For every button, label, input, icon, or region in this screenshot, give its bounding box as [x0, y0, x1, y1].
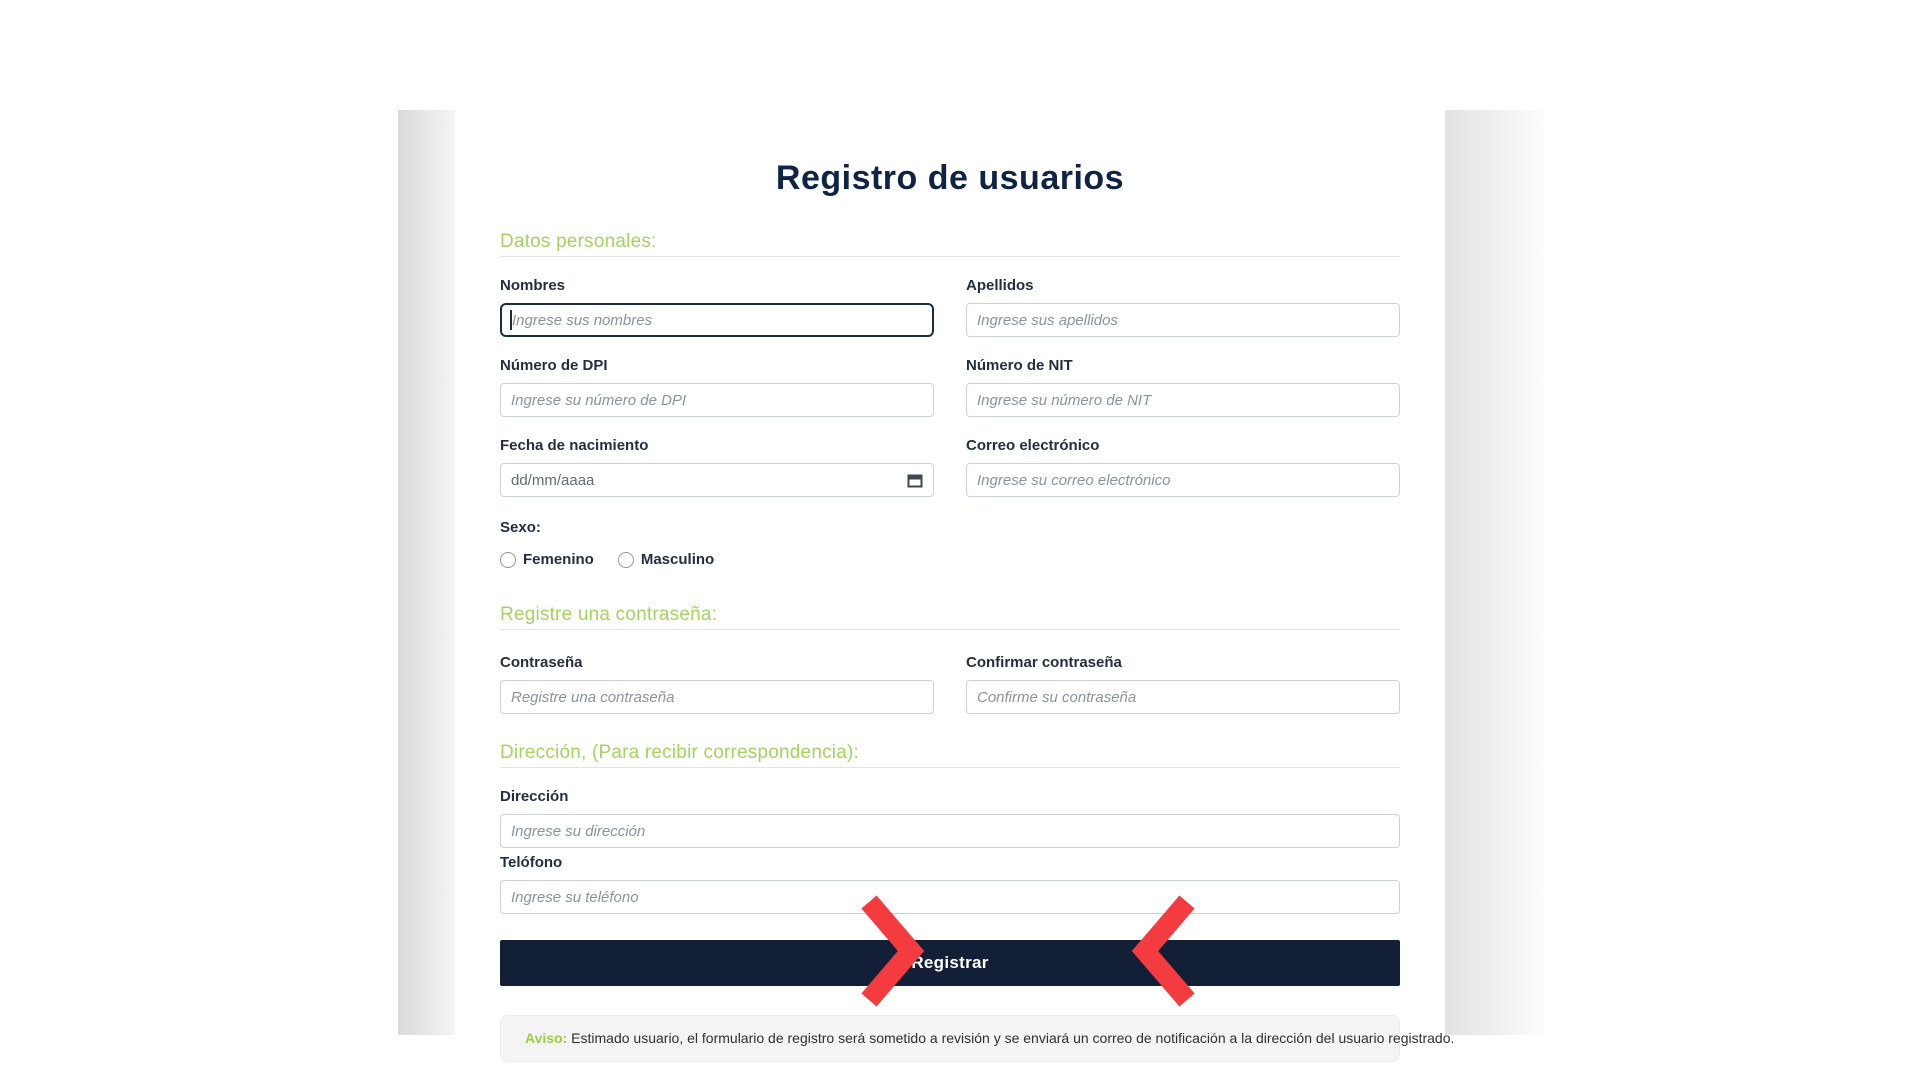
notice-text: Estimado usuario, el formulario de registro será sometido a revisión y se enviará un correo de notificación a la dirección del usuario registrado. [567, 1030, 1455, 1046]
correo-label: Correo electrónico [966, 437, 1100, 454]
nit-input[interactable] [966, 383, 1400, 417]
nombres-input[interactable] [500, 303, 934, 337]
calendar-icon[interactable] [907, 473, 923, 488]
date-placeholder-text: dd/mm/aaaa [511, 471, 595, 489]
page-gutter-left [398, 110, 455, 1035]
registration-card [455, 110, 1455, 1046]
field-nombres [500, 257, 934, 337]
dpi-label: Número de DPI [500, 357, 608, 374]
sexo-label: Sexo: [500, 519, 541, 536]
section-heading-address: Dirección, (Para recibir correspondencia): [500, 742, 1400, 768]
confirmar-contrasena-input[interactable] [966, 680, 1400, 714]
radio-femenino-label: Femenino [523, 551, 594, 568]
notice-aviso-label: Aviso: [525, 1030, 568, 1046]
field-apellidos [966, 257, 1400, 337]
section-heading-personal: Datos personales: [500, 231, 1400, 257]
text-caret [510, 310, 512, 330]
confirmar-contrasena-label: Confirmar contraseña [966, 654, 1122, 671]
direccion-label: Dirección [500, 788, 569, 805]
field-dpi [500, 337, 934, 417]
nit-label: Número de NIT [966, 357, 1073, 374]
password-fields-grid [500, 630, 1400, 714]
page-frame [398, 110, 1545, 1046]
radio-option-masculino[interactable] [618, 551, 714, 568]
contrasena-label: Contraseña [500, 654, 583, 671]
correo-input[interactable] [966, 463, 1400, 497]
field-confirmar-contrasena [966, 630, 1400, 714]
radio-masculino[interactable] [618, 552, 634, 568]
notice-box [500, 1015, 1455, 1062]
field-fecha [500, 417, 934, 497]
direccion-input[interactable] [500, 814, 1400, 848]
nombres-input-wrap [500, 303, 934, 337]
section-heading-password: Registre una contraseña: [500, 604, 1400, 630]
field-nit [966, 337, 1400, 417]
nombres-label: Nombres [500, 277, 566, 294]
telefono-label: Telófono [500, 854, 563, 871]
apellidos-input[interactable] [966, 303, 1400, 337]
registrar-button[interactable]: Registrar [500, 940, 1400, 986]
radio-option-femenino[interactable] [500, 551, 594, 568]
dpi-input[interactable] [500, 383, 934, 417]
radio-femenino[interactable] [500, 552, 516, 568]
fecha-label: Fecha de nacimiento [500, 437, 649, 454]
page-title: Registro de usuarios [775, 159, 1125, 197]
contrasena-input[interactable] [500, 680, 934, 714]
field-correo [966, 417, 1400, 497]
apellidos-label: Apellidos [966, 277, 1034, 294]
personal-fields-grid [500, 257, 1400, 497]
sexo-radio-group [500, 551, 1400, 568]
page-gutter-right [1445, 110, 1545, 1035]
radio-masculino-label: Masculino [640, 551, 715, 568]
telefono-input[interactable] [500, 880, 1400, 914]
fecha-nacimiento-input[interactable] [500, 463, 934, 497]
field-contrasena [500, 630, 934, 714]
